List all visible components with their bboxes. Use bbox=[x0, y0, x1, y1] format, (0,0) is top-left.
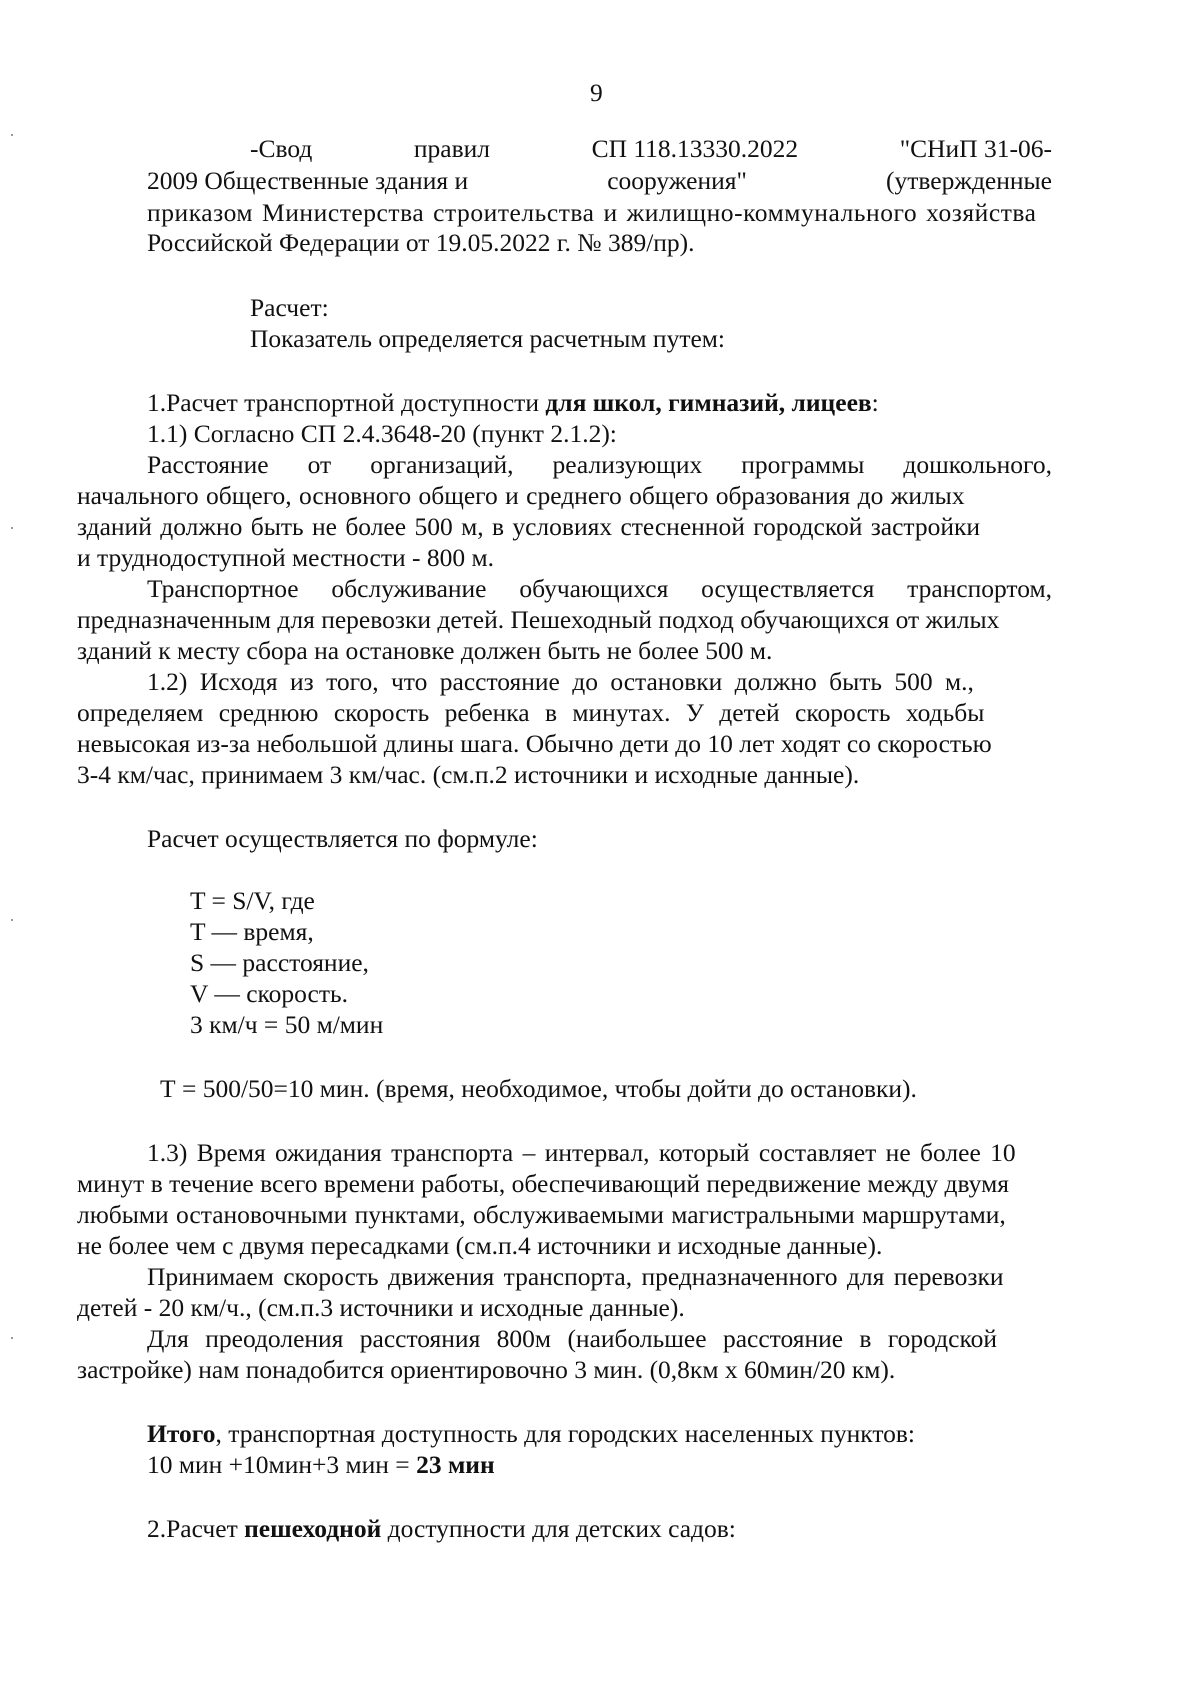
total-line-2: 10 мин +10мин+3 мин = 23 мин bbox=[147, 1450, 495, 1479]
scan-speck bbox=[11, 134, 13, 136]
formula-line-2: T — время, bbox=[190, 917, 314, 946]
page-number: 9 bbox=[590, 78, 603, 107]
p13-line-4: не более чем с двумя пересадками (см.п.4 источники и исходные данные). bbox=[77, 1231, 883, 1260]
p12-line-3: невысокая из-за небольшой длины шага. Обычно дети до 10 лет ходят со скоростью bbox=[77, 729, 992, 758]
intro-line-4: Российской Федерации от 19.05.2022 г. № 389/пр). bbox=[147, 228, 695, 257]
scan-speck bbox=[11, 919, 13, 921]
total-line-1: Итого, транспортная доступность для городских населенных пунктов: bbox=[147, 1419, 916, 1448]
p11b-line-2: предназначенным для перевозки детей. Пешеходный подход обучающихся от жилых bbox=[77, 605, 1000, 634]
p11a-line-2: начального общего, основного общего и среднего общего образования до жилых bbox=[77, 481, 965, 510]
p13b-line-1: Принимаем скорость движения транспорта, предназначенного для перевозки bbox=[147, 1262, 1004, 1291]
p11b-line-1: Транспортное обслуживание обучающихся осуществляется транспортом, bbox=[147, 574, 1052, 603]
formula-intro: Расчет осуществляется по формуле: bbox=[147, 824, 538, 853]
formula-line-5: 3 км/ч = 50 м/мин bbox=[190, 1010, 384, 1039]
p13c-line-1: Для преодоления расстояния 800м (наибольшее расстояние в городской bbox=[147, 1324, 997, 1353]
intro-line-1: -Свод правил СП 118.13330.2022 "СНиП 31-06- bbox=[250, 134, 1052, 163]
intro-line-2: 2009 Общественные здания и сооружения" (утвержденные bbox=[147, 166, 1052, 195]
intro-line-3: приказом Министерства строительства и жилищно-коммунального хозяйства bbox=[147, 198, 1037, 227]
p11b-line-3: зданий к месту сбора на остановке должен быть не более 500 м. bbox=[77, 636, 773, 665]
p13b-line-2: детей - 20 км/ч., (см.п.3 источники и исходные данные). bbox=[77, 1293, 685, 1322]
p13-line-1: 1.3) Время ожидания транспорта – интервал, который составляет не более 10 bbox=[147, 1138, 1016, 1167]
formula-line-3: S — расстояние, bbox=[190, 948, 369, 977]
p11a-line-1: Расстояние от организаций, реализующих программы дошкольного, bbox=[147, 450, 1052, 479]
p13-line-3: любыми остановочными пунктами, обслуживаемыми магистральными маршрутами, bbox=[77, 1200, 1006, 1229]
scan-speck bbox=[11, 1337, 13, 1339]
p12-line-1: 1.2) Исходя из того, что расстояние до остановки должно быть 500 м., bbox=[147, 667, 974, 696]
p11a-line-3: зданий должно быть не более 500 м, в условиях стесненной городской застройки bbox=[77, 512, 981, 541]
p11a-line-4: и труднодоступной местности - 800 м. bbox=[77, 543, 495, 572]
p13-line-2: минут в течение всего времени работы, обеспечивающий передвижение между двумя bbox=[77, 1169, 1009, 1198]
calc-label: Расчет: bbox=[250, 293, 329, 322]
section-2-title: 2.Расчет пешеходной доступности для детских садов: bbox=[147, 1514, 736, 1543]
formula-result: Т = 500/50=10 мин. (время, необходимое, чтобы дойти до остановки). bbox=[160, 1074, 917, 1103]
section-1-title: 1.Расчет транспортной доступности для школ, гимназий, лицеев: bbox=[147, 388, 879, 417]
p12-line-2: определяем среднюю скорость ребенка в минутах. У детей скорость ходьбы bbox=[77, 698, 985, 727]
scan-speck bbox=[11, 527, 13, 529]
formula-line-4: V — скорость. bbox=[190, 979, 348, 1008]
p12-line-4: 3-4 км/час, принимаем 3 км/час. (см.п.2 источники и исходные данные). bbox=[77, 760, 860, 789]
p11-heading: 1.1) Согласно СП 2.4.3648-20 (пункт 2.1.2): bbox=[147, 419, 617, 448]
p13c-line-2: застройке) нам понадобится ориентировочно 3 мин. (0,8км х 60мин/20 км). bbox=[77, 1355, 896, 1384]
calc-method: Показатель определяется расчетным путем: bbox=[250, 324, 726, 353]
formula-line-1: T = S/V, где bbox=[190, 886, 315, 915]
